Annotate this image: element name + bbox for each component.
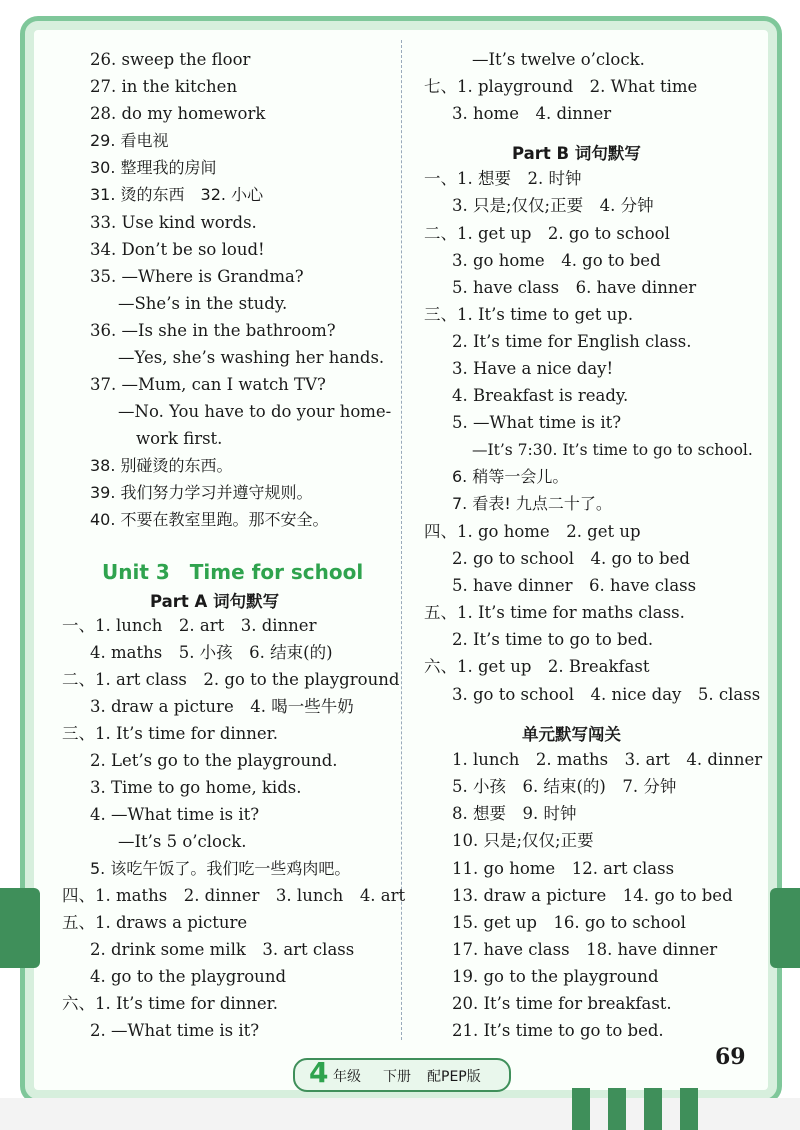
- answer-line: 40. 不要在教室里跑。那不安全。: [90, 510, 329, 529]
- answer-line: 29. 看电视: [90, 131, 169, 150]
- answer-line: —She’s in the study.: [118, 294, 288, 313]
- answer-line: 三、1. It’s time to get up.: [424, 305, 634, 324]
- answer-line: 10. 只是;仅仅;正要: [452, 831, 594, 850]
- answer-line: 2. —What time is it?: [90, 1021, 260, 1040]
- answer-line: 5. 该吃午饭了。我们吃一些鸡肉吧。: [90, 859, 351, 878]
- unit-title: Unit 3 Time for school: [102, 560, 364, 584]
- answer-line: 31. 烫的东西 32. 小心: [90, 185, 264, 204]
- answer-line: 3. Time to go home, kids.: [90, 778, 302, 797]
- answer-line: 二、1. get up 2. go to school: [424, 224, 670, 243]
- grade-text: 年级: [333, 1069, 361, 1085]
- answer-line: —It’s twelve o’clock.: [472, 50, 645, 69]
- answer-line: 28. do my homework: [90, 104, 266, 123]
- answer-line: 四、1. maths 2. dinner 3. lunch 4. art: [62, 886, 406, 905]
- answer-line: 30. 整理我的房间: [90, 158, 217, 177]
- answer-line: 2. go to school 4. go to bed: [452, 549, 690, 568]
- answer-line: 26. sweep the floor: [90, 50, 251, 69]
- answer-line: 二、1. art class 2. go to the playground: [62, 670, 400, 689]
- answer-line: 17. have class 18. have dinner: [452, 940, 718, 959]
- answer-line: 3. draw a picture 4. 喝一些牛奶: [90, 697, 354, 716]
- answer-line: 三、1. It’s time for dinner.: [62, 724, 279, 743]
- edition-label: 配PEP版: [427, 1069, 481, 1085]
- part-b-title: Part B 词句默写: [512, 144, 641, 163]
- answer-line: 2. It’s time for English class.: [452, 332, 692, 351]
- review-title: 单元默写闯关: [522, 725, 621, 744]
- answer-line: —No. You have to do your home-: [118, 402, 392, 421]
- answer-line: 五、1. draws a picture: [62, 913, 248, 932]
- answer-line: 33. Use kind words.: [90, 213, 257, 232]
- answer-line: 35. —Where is Grandma?: [90, 267, 304, 286]
- answer-line: 21. It’s time to go to bed.: [452, 1021, 664, 1040]
- answer-line: 3. 只是;仅仅;正要 4. 分钟: [452, 196, 654, 215]
- answer-line: 34. Don’t be so loud!: [90, 240, 265, 259]
- answer-line: 5. —What time is it?: [452, 413, 622, 432]
- decorative-bar: [608, 1088, 626, 1130]
- answer-line: 20. It’s time for breakfast.: [452, 994, 672, 1013]
- answer-line: 39. 我们努力学习并遵守规则。: [90, 483, 313, 502]
- footer-grade-label: [293, 1058, 511, 1092]
- answer-line: 六、1. It’s time for dinner.: [62, 994, 279, 1013]
- answer-line: 6. 稍等一会儿。: [452, 467, 569, 486]
- answer-line: 4. Breakfast is ready.: [452, 386, 629, 405]
- answer-line: 2. It’s time to go to bed.: [452, 630, 654, 649]
- answer-line: 3. Have a nice day!: [452, 359, 614, 378]
- answer-line: 19. go to the playground: [452, 967, 659, 986]
- answer-line: 七、1. playground 2. What time: [424, 77, 698, 96]
- answer-line: 37. —Mum, can I watch TV?: [90, 375, 326, 394]
- left-edge-tab: [0, 888, 40, 968]
- answer-line: 1. lunch 2. maths 3. art 4. dinner: [452, 750, 763, 769]
- answer-line: 五、1. It’s time for maths class.: [424, 603, 685, 622]
- answer-line: 一、1. lunch 2. art 3. dinner: [62, 616, 317, 635]
- answer-line: 3. home 4. dinner: [452, 104, 612, 123]
- answer-line: 4. —What time is it?: [90, 805, 260, 824]
- answer-line: 3. go home 4. go to bed: [452, 251, 661, 270]
- decorative-bar: [644, 1088, 662, 1130]
- part-a-title: Part A 词句默写: [150, 592, 280, 611]
- decorative-bar: [572, 1088, 590, 1130]
- answer-line: 六、1. get up 2. Breakfast: [424, 657, 650, 676]
- decorative-bar: [680, 1088, 698, 1130]
- answer-line: 一、1. 想要 2. 时钟: [424, 169, 582, 188]
- right-edge-tab: [770, 888, 800, 968]
- answer-line: 27. in the kitchen: [90, 77, 238, 96]
- page-number: 69: [715, 1044, 746, 1070]
- answer-line: —It’s 5 o’clock.: [118, 832, 247, 851]
- answer-line: —Yes, she’s washing her hands.: [118, 348, 385, 367]
- answer-line: work first.: [136, 429, 223, 448]
- answer-line: 7. 看表! 九点二十了。: [452, 494, 612, 513]
- answer-line: 38. 别碰烫的东西。: [90, 456, 233, 475]
- answer-line: 5. have dinner 6. have class: [452, 576, 697, 595]
- answer-line: 2. Let’s go to the playground.: [90, 751, 338, 770]
- answer-line: 4. go to the playground: [90, 967, 287, 986]
- grade-number: 4: [309, 1056, 329, 1089]
- answer-line: 四、1. go home 2. get up: [424, 522, 641, 541]
- answer-line: 3. go to school 4. nice day 5. class: [452, 685, 761, 704]
- term-label: 下册: [383, 1069, 411, 1085]
- answer-line: 15. get up 16. go to school: [452, 913, 686, 932]
- answer-line: —It’s 7:30. It’s time to go to school.: [472, 441, 753, 459]
- answer-line: 4. maths 5. 小孩 6. 结束(的): [90, 643, 333, 662]
- answer-line: 36. —Is she in the bathroom?: [90, 321, 336, 340]
- answer-line: 5. 小孩 6. 结束(的) 7. 分钟: [452, 777, 677, 796]
- answer-line: 11. go home 12. art class: [452, 859, 675, 878]
- answer-line: 13. draw a picture 14. go to bed: [452, 886, 733, 905]
- answer-line: 5. have class 6. have dinner: [452, 278, 697, 297]
- answer-line: 2. drink some milk 3. art class: [90, 940, 355, 959]
- answer-line: 8. 想要 9. 时钟: [452, 804, 577, 823]
